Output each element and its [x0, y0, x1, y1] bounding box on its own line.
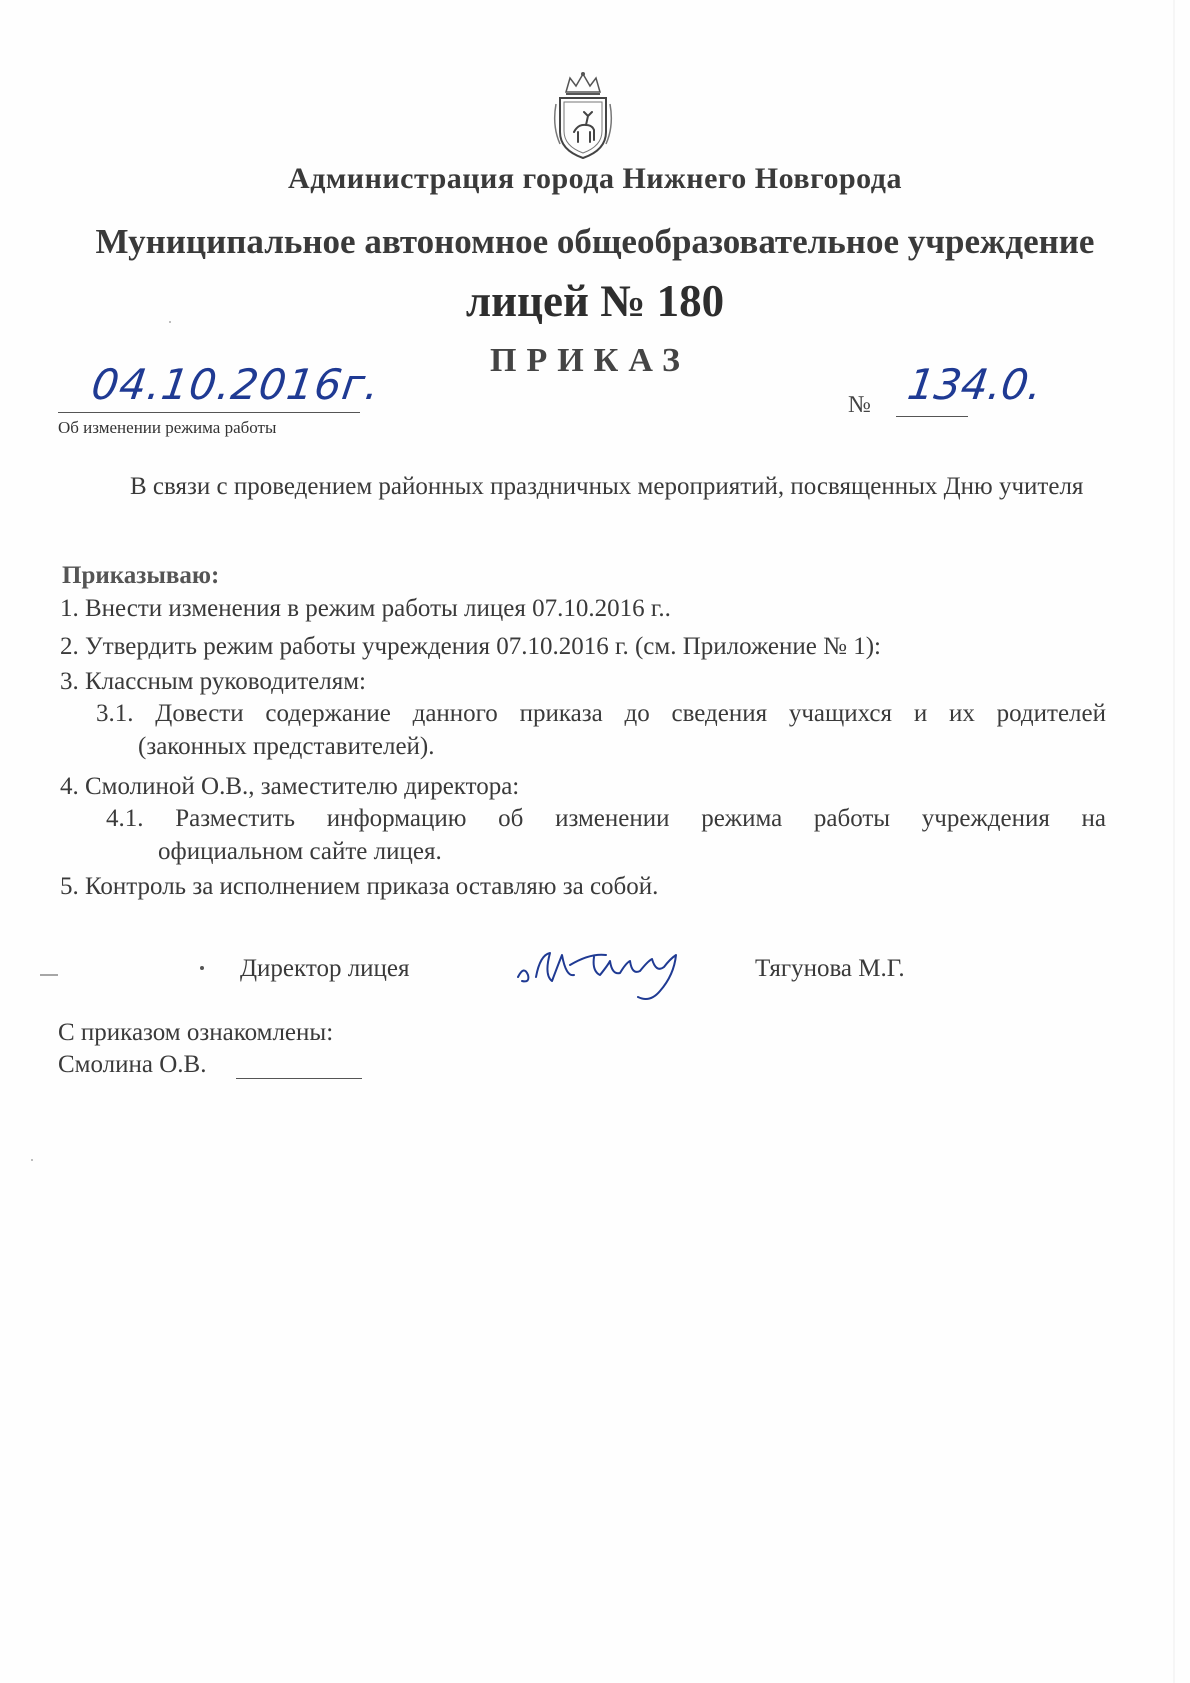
coat-of-arms-icon — [552, 70, 614, 160]
order-item-5: 5. Контроль за исполнением приказа оставляю за собой. — [60, 873, 659, 900]
order-item-3: 3. Классным руководителям: — [60, 668, 367, 695]
acknowledgement-person: Смолина О.В. — [58, 1051, 207, 1078]
order-item-2: 2. Утвердить режим работы учреждения 07.10.2016 г. (см. Приложение № 1): — [60, 633, 881, 660]
institution-name: Муниципальное автономное общеобразовательное учреждение — [95, 222, 1095, 261]
signatory-title: Директор лицея — [240, 955, 410, 982]
intro-paragraph: В связи с проведением районных праздничных мероприятий, посвященных Дню учителя — [130, 473, 1084, 500]
order-subitem-4-1 — [106, 802, 1106, 868]
order-date: 04.10.2016г. — [88, 360, 384, 409]
order-subitem-3-1 — [96, 697, 1106, 763]
order-word: Приказываю: — [62, 562, 220, 589]
order-item-1: 1. Внести изменения в режим работы лицея 07.10.2016 г.. — [60, 595, 671, 622]
date-underline — [58, 412, 360, 413]
subitem-3-1-continuation: (законных представителей). — [138, 733, 435, 760]
acknowledgement-heading: С приказом ознакомлены: — [58, 1019, 334, 1046]
document-type: ПРИКАЗ — [490, 342, 690, 379]
school-name: лицей № 180 — [465, 276, 725, 326]
acknowledgement-block — [58, 1017, 333, 1081]
organization-name: Администрация города Нижнего Новгорода — [288, 162, 902, 195]
number-label: № — [848, 392, 871, 418]
signatory-name: Тягунова М.Г. — [755, 955, 905, 982]
order-number: 134.0. — [904, 360, 1046, 409]
subitem-4-1-continuation: официальном сайте лицея. — [158, 838, 442, 865]
number-underline — [896, 416, 968, 417]
acknowledgement-signature-line — [236, 1078, 362, 1079]
subitem-3-1-text: 3.1. Довести содержание данного приказа до сведения учащихся и их родителей — [96, 700, 1106, 727]
order-subject: Об изменении режима работы — [58, 418, 277, 437]
director-signature — [510, 925, 700, 1005]
order-item-4: 4. Смолиной О.В., заместителю директора: — [60, 773, 520, 800]
subitem-4-1-text: 4.1. Разместить информацию об изменении режима работы учреждения на — [106, 805, 1106, 832]
